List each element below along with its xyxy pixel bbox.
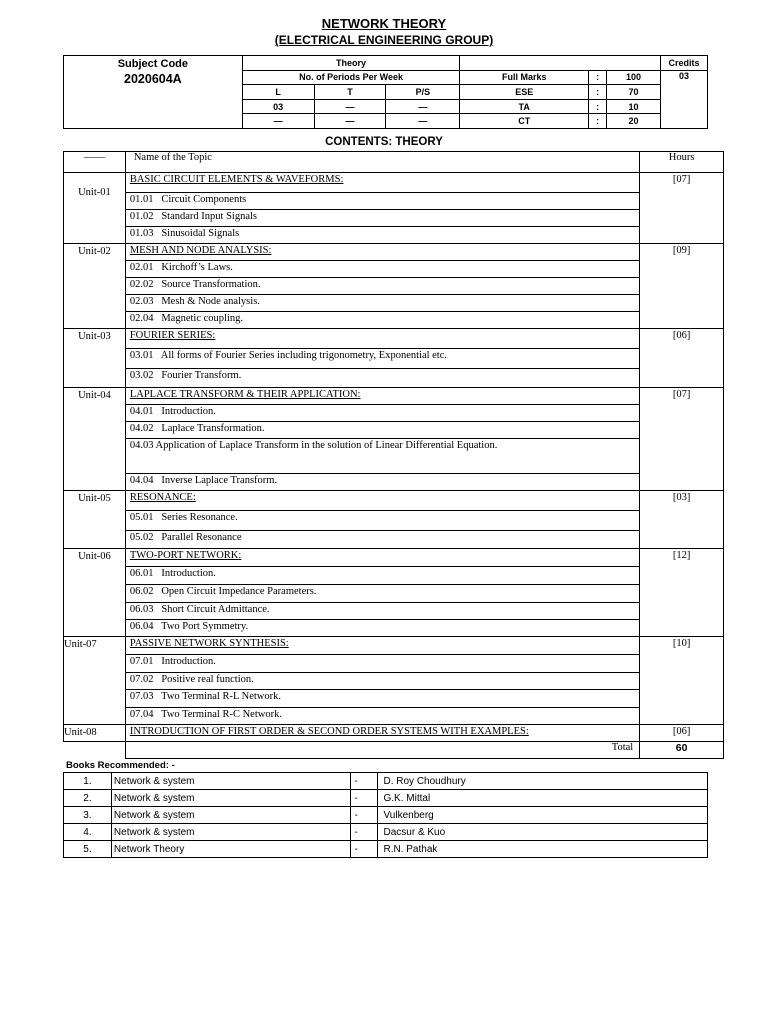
page-subtitle: (ELECTRICAL ENGINEERING GROUP)	[274, 33, 494, 47]
topic-item: 04.01 Introduction.	[125, 405, 639, 422]
topic-item: 02.03 Mesh & Node analysis.	[125, 295, 639, 312]
unit-label: Unit-01	[64, 173, 126, 244]
credits-value: 03	[660, 70, 707, 128]
val-ps: —	[386, 99, 460, 114]
marks-label: CT	[460, 114, 589, 129]
book-number: 2.	[64, 790, 112, 807]
marks-value: 70	[607, 85, 661, 100]
unit-row	[64, 637, 724, 655]
colon: :	[589, 99, 607, 114]
total-label: Total	[125, 742, 639, 759]
marks-value: 20	[607, 114, 661, 129]
book-title: Network & system	[111, 790, 350, 807]
unit-heading: LAPLACE TRANSFORM & THEIR APPLICATION:	[125, 388, 639, 405]
topic-row	[64, 312, 724, 329]
topic-row	[64, 405, 724, 422]
topic-item: 02.02 Source Transformation.	[125, 278, 639, 295]
topic-item: 07.02 Positive real function.	[125, 673, 639, 690]
column-header-topic: Name of the Topic	[125, 152, 639, 173]
topic-item: 01.01 Circuit Components	[125, 193, 639, 210]
topic-row	[64, 655, 724, 673]
topic-row	[64, 673, 724, 690]
subject-info-table	[63, 55, 708, 129]
unit-heading: BASIC CIRCUIT ELEMENTS & WAVEFORMS:	[125, 173, 639, 193]
val-l: 03	[242, 99, 314, 114]
unit-row	[64, 388, 724, 405]
marks-label: ESE	[460, 85, 589, 100]
topic-item: 02.04 Magnetic coupling.	[125, 312, 639, 329]
book-row	[64, 824, 708, 841]
topic-row	[64, 567, 724, 585]
books-table	[63, 772, 708, 858]
unit-hours: [09]	[640, 244, 724, 329]
blank-cell	[64, 742, 126, 759]
book-dash: -	[350, 841, 378, 858]
unit-heading: RESONANCE:	[125, 491, 639, 511]
topic-row	[64, 227, 724, 244]
unit-heading: PASSIVE NETWORK SYNTHESIS:	[125, 637, 639, 655]
unit-hours: [10]	[640, 637, 724, 725]
unit-label: Unit-07	[64, 637, 126, 725]
topic-row	[64, 210, 724, 227]
full-marks-label: Full Marks	[460, 70, 589, 85]
book-title: Network & system	[111, 807, 350, 824]
subject-code-value: 2020604A	[124, 72, 182, 86]
topic-row	[64, 278, 724, 295]
unit-label: Unit-02	[64, 244, 126, 329]
total-row	[64, 742, 724, 759]
topic-item: 07.03 Two Terminal R-L Network.	[125, 690, 639, 708]
book-row	[64, 773, 708, 790]
book-author: G.K. Mittal	[378, 790, 708, 807]
unit-row	[64, 244, 724, 261]
book-number: 5.	[64, 841, 112, 858]
column-header-blank: ——	[64, 152, 126, 173]
book-dash: -	[350, 824, 378, 841]
unit-row	[64, 173, 724, 193]
book-number: 4.	[64, 824, 112, 841]
column-header-hours: Hours	[640, 152, 724, 173]
col-ps: P/S	[386, 85, 460, 100]
unit-hours: [06]	[640, 725, 724, 742]
book-author: Dacsur & Kuo	[378, 824, 708, 841]
marks-label: TA	[460, 99, 589, 114]
subject-code-cell	[64, 56, 243, 129]
contents-title: CONTENTS: THEORY	[325, 136, 443, 148]
topic-row	[64, 690, 724, 708]
val-t: —	[314, 114, 386, 129]
total-value: 60	[640, 742, 724, 759]
book-dash: -	[350, 807, 378, 824]
unit-heading: FOURIER SERIES:	[125, 329, 639, 349]
topic-row	[64, 474, 724, 491]
book-author: Vulkenberg	[378, 807, 708, 824]
topic-row	[64, 349, 724, 369]
val-ps: —	[386, 114, 460, 129]
book-row	[64, 841, 708, 858]
topic-row	[64, 439, 724, 474]
book-dash: -	[350, 773, 378, 790]
book-number: 3.	[64, 807, 112, 824]
col-t: T	[314, 85, 386, 100]
unit-row	[64, 725, 724, 742]
topic-row	[64, 585, 724, 603]
topic-item: 05.02 Parallel Resonance	[125, 531, 639, 549]
book-title: Network & system	[111, 824, 350, 841]
topic-item: 07.04 Two Terminal R-C Network.	[125, 708, 639, 725]
unit-row	[64, 329, 724, 349]
unit-heading: INTRODUCTION OF FIRST ORDER & SECOND ORDER SYSTEMS WITH EXAMPLES:	[125, 725, 639, 742]
val-t: —	[314, 99, 386, 114]
topic-item: 01.03 Sinusoidal Signals	[125, 227, 639, 244]
unit-label: Unit-06	[64, 549, 126, 637]
topic-row	[64, 422, 724, 439]
book-row	[64, 807, 708, 824]
topic-item: 06.03 Short Circuit Admittance.	[125, 603, 639, 620]
topic-item: 02.01 Kirchoff’s Laws.	[125, 261, 639, 278]
books-title: Books Recommended: -	[66, 760, 175, 771]
book-author: R.N. Pathak	[378, 841, 708, 858]
topic-item: 04.02 Laplace Transformation.	[125, 422, 639, 439]
book-number: 1.	[64, 773, 112, 790]
topic-row	[64, 193, 724, 210]
page-title: NETWORK THEORY	[321, 16, 447, 31]
topic-item: 05.01 Series Resonance.	[125, 511, 639, 531]
colon: :	[589, 114, 607, 129]
topic-item: 06.01 Introduction.	[125, 567, 639, 585]
unit-row	[64, 549, 724, 567]
unit-label: Unit-04	[64, 388, 126, 491]
unit-hours: [07]	[640, 173, 724, 244]
book-author: D. Roy Choudhury	[378, 773, 708, 790]
unit-hours: [03]	[640, 491, 724, 549]
topic-item: 03.01 All forms of Fourier Series including trigonometry, Exponential etc.	[125, 349, 639, 369]
topic-row	[64, 511, 724, 531]
topic-row	[64, 261, 724, 278]
unit-heading: MESH AND NODE ANALYSIS:	[125, 244, 639, 261]
unit-label: Unit-03	[64, 329, 126, 388]
topic-item: 06.02 Open Circuit Impedance Parameters.	[125, 585, 639, 603]
topic-item: 07.01 Introduction.	[125, 655, 639, 673]
periods-label: No. of Periods Per Week	[242, 70, 460, 85]
val-l: —	[242, 114, 314, 129]
topic-row	[64, 369, 724, 388]
topic-item: 03.02 Fourier Transform.	[125, 369, 639, 388]
topic-item: 01.02 Standard Input Signals	[125, 210, 639, 227]
unit-row	[64, 491, 724, 511]
full-marks-value: 100	[607, 70, 661, 85]
book-title: Network & system	[111, 773, 350, 790]
book-dash: -	[350, 790, 378, 807]
topic-item: 04.04 Inverse Laplace Transform.	[125, 474, 639, 491]
book-row	[64, 790, 708, 807]
topic-row	[64, 603, 724, 620]
topic-item: 04.03 Application of Laplace Transform in the solution of Linear Differential Equation.	[125, 439, 639, 474]
theory-label: Theory	[242, 56, 460, 71]
book-title: Network Theory	[111, 841, 350, 858]
topic-row	[64, 295, 724, 312]
topic-row	[64, 531, 724, 549]
topic-row	[64, 708, 724, 725]
topic-item: 06.04 Two Port Symmetry.	[125, 620, 639, 637]
unit-label: Unit-05	[64, 491, 126, 549]
unit-hours: [06]	[640, 329, 724, 388]
colon: :	[589, 70, 607, 85]
blank-cell	[460, 56, 661, 71]
unit-hours: [07]	[640, 388, 724, 491]
marks-value: 10	[607, 99, 661, 114]
unit-label: Unit-08	[64, 725, 126, 742]
unit-hours: [12]	[640, 549, 724, 637]
topic-row	[64, 620, 724, 637]
credits-label: Credits	[660, 56, 707, 71]
col-l: L	[242, 85, 314, 100]
colon: :	[589, 85, 607, 100]
contents-table	[63, 151, 724, 759]
unit-heading: TWO-PORT NETWORK:	[125, 549, 639, 567]
subject-code-label: Subject Code	[117, 58, 189, 70]
